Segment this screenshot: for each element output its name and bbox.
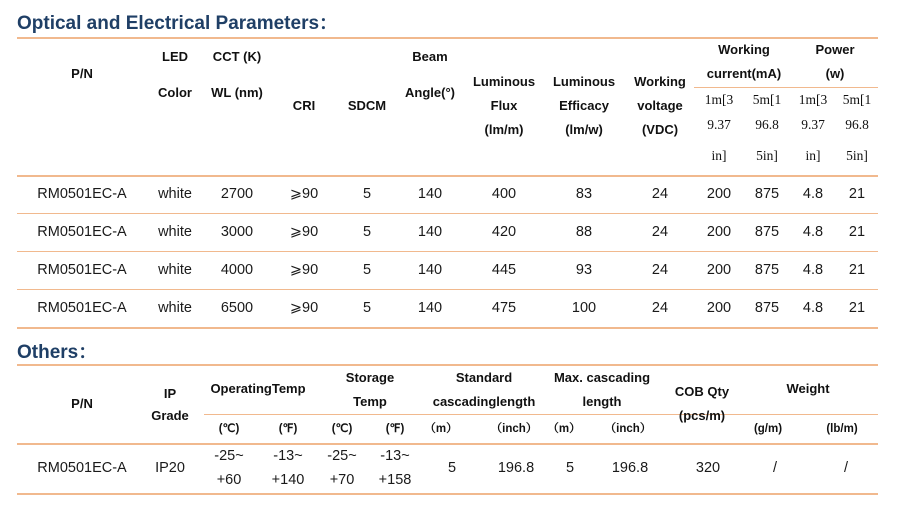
header-grade: Grade [151, 408, 189, 423]
cell-current-1m: 200 [706, 186, 732, 202]
header-flux-unit: (lm/m) [484, 122, 524, 137]
cell-flux: 475 [491, 300, 517, 316]
header-operating-temp: OperatingTemp [210, 381, 306, 396]
unit-meter: （m） [424, 423, 458, 435]
subheader-current-1m: 9.37 [707, 117, 731, 132]
cell-cri: ⩾90 [289, 186, 319, 202]
cell-power-5m: 21 [848, 186, 866, 202]
header-luminous-efficacy-2: Efficacy [559, 98, 609, 113]
cell-voltage: 24 [651, 300, 669, 316]
cell-max-m: 5 [565, 460, 575, 476]
header-cob-unit: (pcs/m) [678, 408, 726, 423]
subheader-divider [204, 414, 878, 415]
header-led: LED [162, 49, 188, 64]
cell-voltage: 24 [651, 262, 669, 278]
unit-celsius: (℃) [331, 423, 353, 435]
optical-section-title: Optical and Electrical Parameters： [17, 13, 339, 34]
cell-power-5m: 21 [848, 224, 866, 240]
cell-power-5m: 21 [848, 262, 866, 278]
subheader-current-1m: in] [711, 148, 727, 163]
cell-pn: RM0501EC-A [37, 186, 127, 202]
header-ip: IP [163, 386, 177, 401]
unit-fahrenheit: (℉) [385, 423, 405, 435]
header-working-voltage-1: Working [634, 74, 686, 89]
cell-op-temp-c: -25~ [214, 448, 244, 464]
header-weight: Weight [786, 381, 830, 396]
cell-storage-temp-f: -13~ [380, 448, 410, 464]
header-standard-1: Standard [455, 370, 513, 385]
cell-flux: 400 [491, 186, 517, 202]
cell-cri: ⩾90 [289, 262, 319, 278]
header-efficacy-unit: (lm/w) [565, 122, 603, 137]
cell-sdcm: 5 [362, 300, 372, 316]
cell-pn: RM0501EC-A [37, 460, 127, 476]
table-bottom-border [17, 493, 878, 495]
cell-efficacy: 83 [575, 186, 593, 202]
header-beam: Beam [412, 49, 448, 64]
row-divider [17, 213, 878, 214]
subheader-current-5m: 96.8 [755, 117, 779, 132]
subheader-power-1m: in] [805, 148, 821, 163]
cell-color: white [158, 224, 192, 240]
cell-sdcm: 5 [362, 224, 372, 240]
header-power-2: (w) [825, 66, 845, 81]
cell-current-5m: 875 [754, 300, 780, 316]
cell-power-1m: 4.8 [802, 224, 824, 240]
header-cct: CCT (K) [212, 49, 262, 64]
cell-beam: 140 [417, 262, 443, 278]
cell-storage-temp-c: +70 [329, 472, 355, 488]
cell-current-5m: 875 [754, 186, 780, 202]
cell-cob-qty: 320 [695, 460, 721, 476]
header-luminous-flux-1: Luminous [472, 74, 536, 89]
cell-storage-temp-c: -25~ [327, 448, 357, 464]
cell-weight-lbm: / [843, 460, 849, 476]
table-bottom-border [17, 327, 878, 329]
cell-flux: 445 [491, 262, 517, 278]
unit-g-per-m: (g/m) [753, 423, 783, 435]
cell-cri: ⩾90 [289, 300, 319, 316]
unit-inch: （inch） [490, 423, 538, 435]
subheader-power-5m: 96.8 [845, 117, 869, 132]
header-wl: WL (nm) [211, 85, 263, 100]
header-storage-temp-2: Temp [353, 394, 387, 409]
cell-power-1m: 4.8 [802, 262, 824, 278]
header-storage-temp-1: Storage [345, 370, 395, 385]
cell-beam: 140 [417, 300, 443, 316]
header-pn: P/N [71, 396, 93, 411]
cell-beam: 140 [417, 186, 443, 202]
subheader-power-5m: 5in] [846, 148, 868, 163]
cell-storage-temp-f: +158 [378, 472, 412, 488]
cell-beam: 140 [417, 224, 443, 240]
cell-sdcm: 5 [362, 262, 372, 278]
cell-cct: 4000 [220, 262, 254, 278]
row-divider [17, 251, 878, 252]
subheader-power-1m: 1m[3 [798, 92, 828, 107]
cell-weight-gm: / [772, 460, 778, 476]
header-standard-2: cascadinglength [432, 394, 536, 409]
cell-cct: 2700 [220, 186, 254, 202]
cell-power-5m: 21 [848, 300, 866, 316]
header-power-1: Power [815, 42, 855, 57]
cell-efficacy: 88 [575, 224, 593, 240]
cell-sdcm: 5 [362, 186, 372, 202]
cell-op-temp-f: -13~ [273, 448, 303, 464]
subheader-power-1m: 9.37 [801, 117, 825, 132]
cell-current-1m: 200 [706, 224, 732, 240]
header-working-current-1: Working [718, 42, 770, 57]
header-sdcm: SDCM [347, 98, 387, 113]
cell-color: white [158, 186, 192, 202]
cell-cri: ⩾90 [289, 224, 319, 240]
cell-current-1m: 200 [706, 262, 732, 278]
subheader-power-5m: 5m[1 [842, 92, 872, 107]
header-voltage-unit: (VDC) [641, 122, 679, 137]
header-luminous-efficacy-1: Luminous [552, 74, 616, 89]
cell-pn: RM0501EC-A [37, 224, 127, 240]
row-divider [17, 289, 878, 290]
unit-celsius: (℃) [218, 423, 240, 435]
cell-current-5m: 875 [754, 262, 780, 278]
cell-standard-m: 5 [447, 460, 457, 476]
table-top-border [17, 364, 878, 366]
unit-lb-per-m: (lb/m) [826, 423, 858, 435]
cell-color: white [158, 262, 192, 278]
cell-cct: 3000 [220, 224, 254, 240]
cell-op-temp-c: +60 [216, 472, 242, 488]
header-working-voltage-2: voltage [637, 98, 683, 113]
cell-op-temp-f: +140 [271, 472, 305, 488]
unit-inch: （inch） [604, 423, 652, 435]
subheader-current-5m: 5m[1 [752, 92, 782, 107]
cell-ip: IP20 [155, 460, 185, 476]
header-cri: CRI [292, 98, 316, 113]
header-max-cascading-2: length [582, 394, 622, 409]
cell-flux: 420 [491, 224, 517, 240]
cell-power-1m: 4.8 [802, 300, 824, 316]
subheader-current-1m: 1m[3 [704, 92, 734, 107]
header-bottom-border [17, 443, 878, 445]
subheader-current-5m: 5in] [756, 148, 778, 163]
cell-efficacy: 100 [571, 300, 597, 316]
cell-pn: RM0501EC-A [37, 300, 127, 316]
cell-voltage: 24 [651, 224, 669, 240]
others-section-title: Others： [17, 342, 98, 363]
cell-power-1m: 4.8 [802, 186, 824, 202]
unit-fahrenheit: (℉) [278, 423, 298, 435]
unit-meter: （m） [547, 423, 581, 435]
cell-current-5m: 875 [754, 224, 780, 240]
header-luminous-flux-2: Flux [490, 98, 518, 113]
cell-standard-inch: 196.8 [497, 460, 535, 476]
header-angle: Angle(°) [405, 85, 455, 100]
header-max-cascading-1: Max. cascading [553, 370, 651, 385]
header-working-current-2: current(mA) [706, 66, 782, 81]
header-bottom-border [17, 175, 878, 177]
header-color: Color [158, 85, 192, 100]
cell-voltage: 24 [651, 186, 669, 202]
header-pn: P/N [71, 66, 93, 81]
cell-efficacy: 93 [575, 262, 593, 278]
cell-max-inch: 196.8 [611, 460, 649, 476]
cell-color: white [158, 300, 192, 316]
cell-cct: 6500 [220, 300, 254, 316]
cell-current-1m: 200 [706, 300, 732, 316]
header-cob-qty: COB Qty [674, 384, 730, 399]
cell-pn: RM0501EC-A [37, 262, 127, 278]
